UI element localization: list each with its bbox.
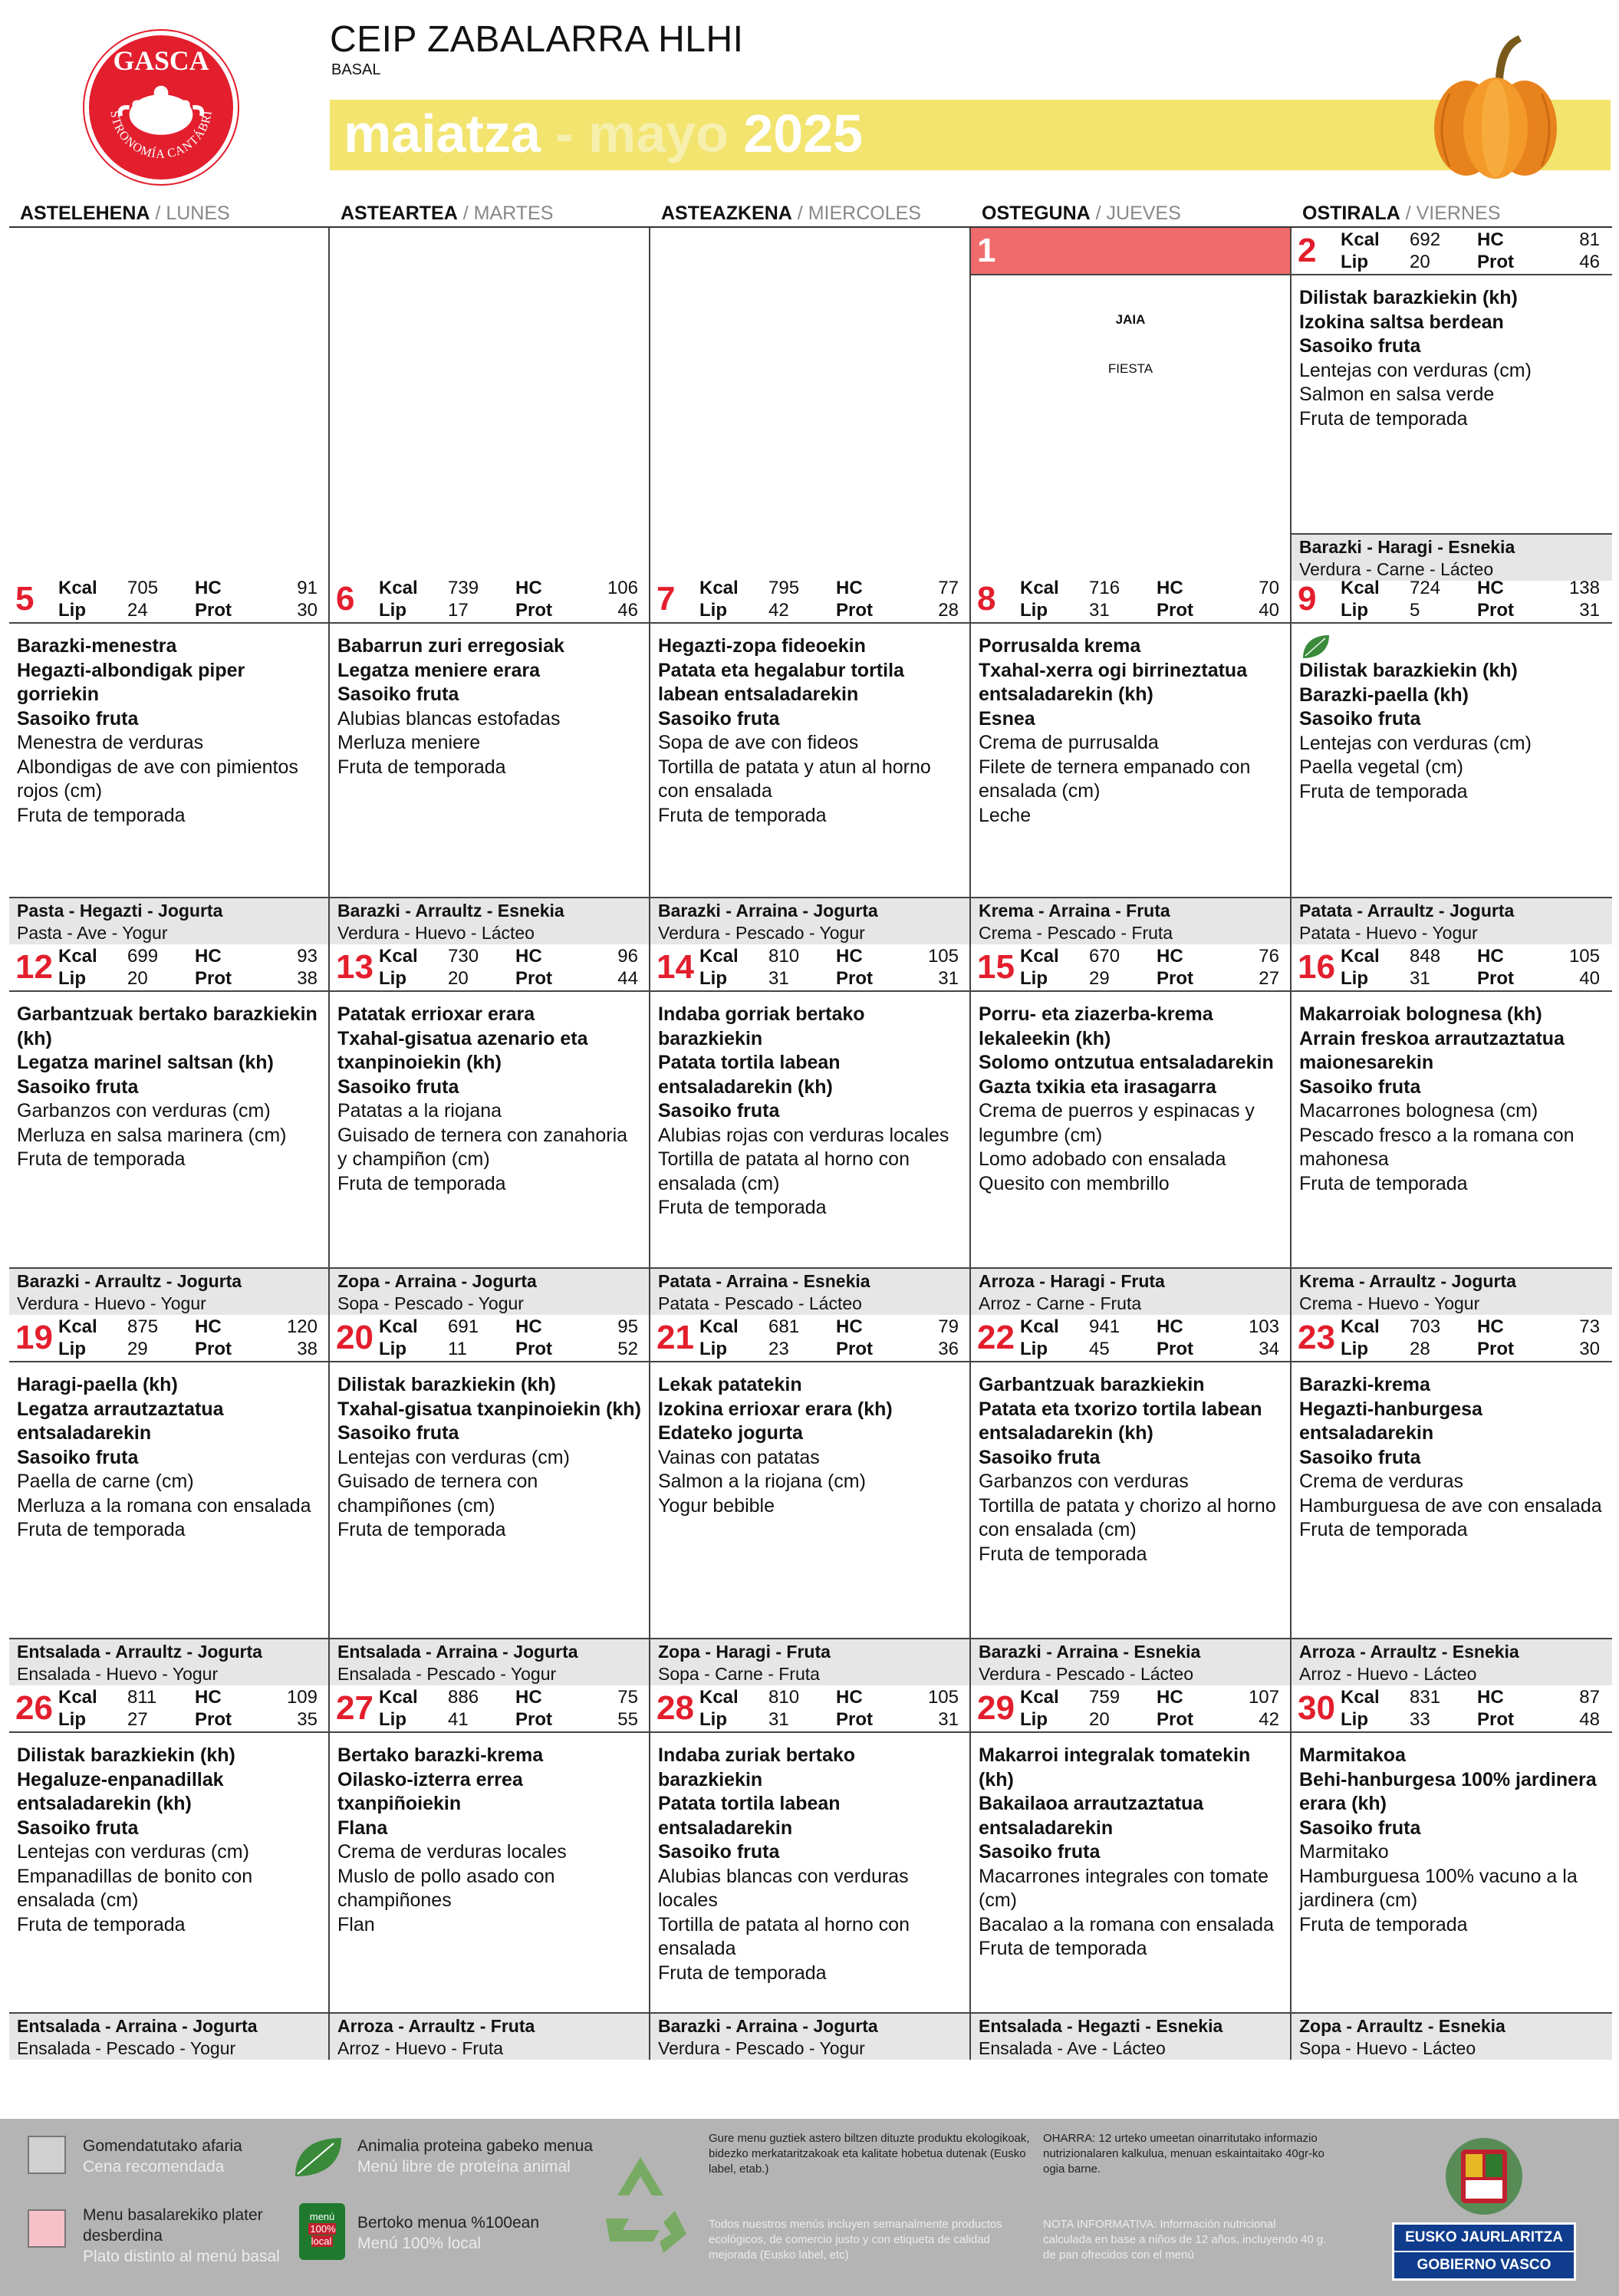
day-cell — [9, 944, 330, 1315]
day-header — [971, 944, 1290, 992]
day-cell-empty — [330, 228, 650, 581]
legend-local-menu: Bertoko menua %100ean Menú 100% local — [357, 2214, 539, 2252]
day-number: 29 — [977, 1689, 1015, 1727]
weekday-thursday: OSTEGUNA / JUEVES — [982, 203, 1181, 224]
dinner-recommendation: Patata - Arraultz - Jogurta Patata - Huevo - Yogur — [1292, 897, 1612, 944]
nutrition-info: Kcal 886 HC 75 Lip 41 Prot 55 — [379, 1687, 638, 1730]
leaf-icon — [1301, 633, 1331, 660]
dinner-recommendation: Entsalada - Arraina - Jogurta Ensalada - Pescado - Yogur — [330, 1638, 649, 1685]
nutrition-info: Kcal 875 HC 120 Lip 29 Prot 38 — [58, 1316, 318, 1359]
day-header — [9, 1685, 328, 1733]
day-cell — [971, 576, 1292, 944]
day-number: 20 — [336, 1319, 373, 1356]
day-cell — [650, 1685, 971, 2060]
day-header — [1292, 1685, 1612, 1733]
dinner-recommendation: Patata - Arraina - Esnekia Patata - Pescado - Lácteo — [650, 1267, 969, 1315]
day-cell — [9, 1315, 330, 1685]
day-header — [330, 1685, 649, 1733]
dinner-recommendation: Zopa - Arraultz - Esnekia Sopa - Huevo - Lácteo — [1292, 2012, 1612, 2060]
menu-text: Bertako barazki-krema Oilasko-izterra errea txanpiñoiekin Flana Crema de verduras locales Muslo de pollo asado con champiñones Flan — [337, 1744, 567, 1935]
day-cell-2 — [1292, 228, 1612, 581]
day-number: 26 — [15, 1689, 53, 1727]
day-cell — [971, 1685, 1292, 2060]
weekday-headers — [9, 203, 1612, 228]
day-header — [971, 576, 1290, 624]
month-gap — [729, 104, 743, 163]
weekday-friday: OSTIRALA / VIERNES — [1302, 203, 1501, 224]
dinner-recommendation: Arroza - Arraultz - Esnekia Arroz - Huevo - Lácteo — [1292, 1638, 1612, 1685]
legend-different-dish: Menu basalarekiko plater desberdina Plato distinto al menú basal — [83, 2206, 280, 2265]
day-number: 8 — [977, 580, 996, 618]
nutrition-info: Kcal 848 HC 105 Lip 31 Prot 40 — [1341, 946, 1600, 989]
day-cell — [1292, 1685, 1612, 2060]
day-header — [1292, 944, 1612, 992]
day-header — [1292, 1315, 1612, 1362]
holiday-header — [971, 228, 1290, 275]
pumpkin-icon — [1426, 32, 1565, 186]
dinner-recommendation: Barazki - Haragi - Esnekia Verdura - Carne - Lácteo — [1292, 533, 1612, 581]
different-dish-swatch — [28, 2209, 66, 2248]
dinner-recommendation: Krema - Arraultz - Jogurta Crema - Huevo - Yogur — [1292, 1267, 1612, 1315]
dinner-recommendation: Zopa - Haragi - Fruta Sopa - Carne - Fruta — [650, 1638, 969, 1685]
day-number: 12 — [15, 948, 53, 986]
day-cell — [650, 944, 971, 1315]
gasca-logo — [84, 31, 238, 184]
menu-text: Haragi-paella (kh) Legatza arrautzaztatua entsaladarekin Sasoiko fruta Paella de carne (cm) Merluza a la romana con ensalada Fruta de temporada — [17, 1374, 311, 1540]
day-cell — [650, 1315, 971, 1685]
day-cell — [330, 1315, 650, 1685]
day-number: 16 — [1298, 948, 1335, 986]
dinner-recommendation: Entsalada - Hegazti - Esnekia Ensalada - Ave - Lácteo — [971, 2012, 1290, 2060]
menu-text: Garbantzuak barazkiekin Patata eta txorizo tortila labean entsaladarekin (kh) Sasoiko fruta Garbanzos con verduras Tortilla de patata y chorizo al horno con ensalada (cm) Fruta de temporada — [979, 1374, 1276, 1565]
day-cell — [1292, 1315, 1612, 1685]
day-cell — [971, 944, 1292, 1315]
day-number: 1 — [977, 232, 996, 269]
nutrition-info: Kcal 759 HC 107 Lip 20 Prot 42 — [1020, 1687, 1279, 1730]
menu-text: Dilistak barazkiekin (kh) Hegaluze-enpanadillak entsaladarekin (kh) Sasoiko fruta Lentejas con verduras (cm) Empanadillas de bonito con ensalada (cm) Fruta de temporada — [17, 1744, 253, 1935]
nutrition-info: Kcal 811 HC 109 Lip 27 Prot 35 — [58, 1687, 318, 1730]
nutrition-info: Kcal 831 HC 87 Lip 33 Prot 48 — [1341, 1687, 1600, 1730]
day-number: 21 — [656, 1319, 694, 1356]
holiday-note-eu: JAIA — [1115, 312, 1146, 327]
recycle-icon — [591, 2149, 690, 2265]
day-number: 27 — [336, 1689, 373, 1727]
nutrition-info: Kcal 692 HC 81 Lip 20 Prot 46 — [1341, 229, 1600, 272]
coat-of-arms-icon — [1392, 2134, 1576, 2219]
day-header — [650, 1685, 969, 1733]
nutrition-info: Kcal 703 HC 73 Lip 28 Prot 30 — [1341, 1316, 1600, 1359]
day-cell — [9, 576, 330, 944]
dinner-recommendation: Entsalada - Arraina - Jogurta Ensalada - Pescado - Yogur — [9, 2012, 328, 2060]
menu-text: Makarroiak bolognesa (kh) Arrain freskoa arrautzaztatua maionesarekin Sasoiko fruta Macarrones bolognesa (cm) Pescado fresco a la romana con mahonesa Fruta de temporada — [1299, 1003, 1575, 1194]
day-cell — [650, 576, 971, 944]
nutrition-info: Kcal 691 HC 95 Lip 11 Prot 52 — [379, 1316, 638, 1359]
local-menu-badge: menú 100% local — [299, 2203, 345, 2260]
week-1 — [9, 228, 1612, 581]
menu-calendar — [9, 203, 1612, 581]
menu-text: Dilistak barazkiekin (kh) Barazki-paella (kh) Sasoiko fruta Lentejas con verduras (cm) Paella vegetal (cm) Fruta de temporada — [1299, 660, 1532, 802]
dinner-recommendation: Barazki - Arraultz - Jogurta Verdura - Huevo - Yogur — [9, 1267, 328, 1315]
day-number: 15 — [977, 948, 1015, 986]
note-nutrition-es: NOTA INFORMATIVA: Información nutricional calculada en base a niños de 12 años, incluyendo 40 g. de pan ofrecidos con el menú — [1043, 2218, 1327, 2261]
recommended-dinner-swatch — [28, 2136, 66, 2174]
day-number: 6 — [336, 580, 355, 618]
day-header — [9, 1315, 328, 1362]
day-header — [971, 1685, 1290, 1733]
info-eco-es: Todos nuestros menús incluyen semanalmente productos ecológicos, de comercio justo y con etiqueta de calidad mejorada (Eusko label, etc) — [709, 2218, 1002, 2261]
day-number: 2 — [1298, 232, 1317, 269]
menu-text: Marmitakoa Behi-hanburgesa 100% jardinera erara (kh) Sasoiko fruta Marmitako Hamburguesa 100% vacuno a la jardinera (cm) Fruta de temporada — [1299, 1744, 1597, 1935]
legend-no-animal-protein: Animalia proteina gabeko menua Menú libre de proteína animal — [357, 2137, 594, 2176]
day-header — [330, 944, 649, 992]
nutrition-info: Kcal 941 HC 103 Lip 45 Prot 34 — [1020, 1316, 1279, 1359]
menu-text: Indaba gorriak bertako barazkiekin Patata tortila labean entsaladarekin (kh) Sasoiko fruta Alubias rojas con verduras locales Tortilla de patata al horno con ensalada (cm) Fruta de temporada — [658, 1003, 949, 1218]
day-cell — [1292, 944, 1612, 1315]
day-header — [650, 576, 969, 624]
day-cell — [971, 1315, 1292, 1685]
nutrition-info: Kcal 810 HC 105 Lip 31 Prot 31 — [699, 946, 959, 989]
gov-name-box — [1392, 2222, 1576, 2281]
month-eu: maiatza — [344, 104, 541, 163]
gov-name-es: GOBIERNO VASCO — [1394, 2251, 1574, 2278]
nutrition-info: Kcal 739 HC 106 Lip 17 Prot 46 — [379, 578, 638, 621]
month-es: mayo — [588, 104, 729, 163]
day-cell-empty — [9, 228, 330, 581]
nutrition-info: Kcal 681 HC 79 Lip 23 Prot 36 — [699, 1316, 959, 1359]
nutrition-info: Kcal 795 HC 77 Lip 42 Prot 28 — [699, 578, 959, 621]
dinner-recommendation: Barazki - Arraina - Jogurta Verdura - Pescado - Yogur — [650, 897, 969, 944]
day-number: 7 — [656, 580, 676, 618]
weekday-monday: ASTELEHENA / LUNES — [20, 203, 230, 224]
note-nutrition-eu: OHARRA: 12 urteko umeetan oinarritutako informazio nutrizionalaren kalkulua, menuan eskaintaitako 40gr-ko ogia barne. — [1043, 2132, 1324, 2176]
day-number: 9 — [1298, 580, 1317, 618]
dinner-recommendation: Entsalada - Arraultz - Jogurta Ensalada - Huevo - Yogur — [9, 1638, 328, 1685]
menu-text: Dilistak barazkiekin (kh) Izokina saltsa berdean Sasoiko fruta Lentejas con verduras (cm) Salmon en salsa verde Fruta de temporada — [1299, 287, 1532, 430]
nutrition-info: Kcal 705 HC 91 Lip 24 Prot 30 — [58, 578, 318, 621]
day-header — [650, 944, 969, 992]
gasca-logo-graphic — [89, 35, 233, 180]
basque-government-logo — [1392, 2134, 1576, 2280]
menu-text: Barazki-krema Hegazti-hanburgesa entsaladarekin Sasoiko fruta Crema de verduras Hamburguesa de ave con ensalada Fruta de temporada — [1299, 1374, 1602, 1540]
day-number: 19 — [15, 1319, 53, 1356]
leaf-icon — [291, 2134, 345, 2180]
month-title — [344, 103, 863, 164]
day-cell — [330, 944, 650, 1315]
day-header — [650, 1315, 969, 1362]
menu-type: BASAL — [331, 61, 381, 78]
day-number: 30 — [1298, 1689, 1335, 1727]
day-header — [330, 1315, 649, 1362]
dinner-recommendation: Arroza - Haragi - Fruta Arroz - Carne - Fruta — [971, 1267, 1290, 1315]
day-cell — [330, 576, 650, 944]
month-sep: - — [540, 104, 589, 163]
nutrition-info: Kcal 730 HC 96 Lip 20 Prot 44 — [379, 946, 638, 989]
day-number: 14 — [656, 948, 694, 986]
week-2 — [9, 576, 1612, 944]
menu-text: Porru- eta ziazerba-krema lekaleekin (kh) Solomo ontzutua entsaladarekin Gazta txikia eta irasagarra Crema de puerros y espinacas y legumbre (cm) Lomo adobado con ensalada Quesito con membrillo — [979, 1003, 1274, 1194]
legend-recommended: Gomendatutako afaria Cena recomendada — [83, 2137, 242, 2176]
day-header — [1292, 228, 1612, 275]
day-cell — [9, 1685, 330, 2060]
day-cell — [330, 1685, 650, 2060]
info-eco-eu: Gure menu guztiek astero biltzen dituzte produktu ekologikoak, bidezko merkataritzakoak eta kalitate hobetua dutenak (Eusko label, etab.) — [709, 2132, 1030, 2176]
school-name: CEIP ZABALARRA HLHI — [330, 19, 744, 60]
logo-name: GASCA — [113, 45, 209, 77]
day-header — [971, 1315, 1290, 1362]
dinner-recommendation: Barazki - Arraina - Jogurta Verdura - Pescado - Yogur — [650, 2012, 969, 2060]
nutrition-info: Kcal 716 HC 70 Lip 31 Prot 40 — [1020, 578, 1279, 621]
day-number: 22 — [977, 1319, 1015, 1356]
day-cell-1 — [971, 228, 1292, 581]
day-number: 28 — [656, 1689, 694, 1727]
day-number: 23 — [1298, 1319, 1335, 1356]
day-number: 13 — [336, 948, 373, 986]
day-cell — [1292, 576, 1612, 944]
nutrition-info: Kcal 699 HC 93 Lip 20 Prot 38 — [58, 946, 318, 989]
nutrition-info: Kcal 810 HC 105 Lip 31 Prot 31 — [699, 1687, 959, 1730]
year: 2025 — [743, 104, 864, 163]
menu-text: Porrusalda krema Txahal-xerra ogi birrineztatua entsaladarekin (kh) Esnea Crema de purrusalda Filete de ternera empanado con ensalada (cm) Leche — [979, 635, 1251, 826]
legend-footer — [0, 2119, 1619, 2296]
dinner-recommendation: Krema - Arraina - Fruta Crema - Pescado - Fruta — [971, 897, 1290, 944]
menu-text: Makarroi integralak tomatekin (kh) Bakailaoa arrautzaztatua entsaladarekin Sasoiko fruta Macarrones integrales con tomate (cm) Bacalao a la romana con ensalada Fruta de temporada — [979, 1744, 1274, 1959]
menu-text: Patatak errioxar erara Txahal-gisatua azenario eta txanpinoiekin (kh) Sasoiko fruta Patatas a la riojana Guisado de ternera con zanahoria y champiñon (cm) Fruta de temporada — [337, 1003, 628, 1194]
week-5 — [9, 1685, 1612, 2060]
day-header — [9, 576, 328, 624]
nutrition-info: Kcal 670 HC 76 Lip 29 Prot 27 — [1020, 946, 1279, 989]
menu-text: Garbantzuak bertako barazkiekin (kh) Legatza marinel saltsan (kh) Sasoiko fruta Garbanzos con verduras (cm) Merluza en salsa marinera (cm) Fruta de temporada — [17, 1003, 318, 1170]
dinner-recommendation: Zopa - Arraina - Jogurta Sopa - Pescado - Yogur — [330, 1267, 649, 1315]
dinner-recommendation: Arroza - Arraultz - Fruta Arroz - Huevo - Fruta — [330, 2012, 649, 2060]
dinner-recommendation: Pasta - Hegazti - Jogurta Pasta - Ave - Yogur — [9, 897, 328, 944]
menu-text: Hegazti-zopa fideoekin Patata eta hegalabur tortila labean entsaladarekin Sasoiko fruta Sopa de ave con fideos Tortilla de patata y atun al horno con ensalada Fruta de temporada — [658, 635, 931, 826]
day-header — [330, 576, 649, 624]
weekday-tuesday: ASTEARTEA / MARTES — [341, 203, 554, 224]
dinner-recommendation: Barazki - Arraina - Esnekia Verdura - Pescado - Lácteo — [971, 1638, 1290, 1685]
day-cell-empty — [650, 228, 971, 581]
nutrition-info: Kcal 724 HC 138 Lip 5 Prot 31 — [1341, 578, 1600, 621]
weekday-wednesday: ASTEAZKENA / MIERCOLES — [661, 203, 921, 224]
menu-text: Lekak patatekin Izokina errioxar erara (kh) Edateko jogurta Vainas con patatas Salmon a la riojana (cm) Yogur bebible — [658, 1374, 893, 1517]
holiday-note-es: FIESTA — [1107, 361, 1153, 376]
day-header — [1292, 576, 1612, 624]
day-number: 5 — [15, 580, 35, 618]
logo-subtitle: STRONOMÍA CANTÁBRI — [107, 109, 215, 161]
menu-weeks — [9, 576, 1612, 2060]
gov-name-eu: EUSKO JAURLARITZA — [1405, 2229, 1563, 2245]
day-header — [9, 944, 328, 992]
week-4 — [9, 1315, 1612, 1685]
week-3 — [9, 944, 1612, 1315]
menu-text: Indaba zuriak bertako barazkiekin Patata tortila labean entsaladarekin Sasoiko fruta Alubias blancas con verduras locales Tortilla de patata al horno con ensalada Fruta de temporada — [658, 1744, 910, 1984]
menu-text: Barazki-menestra Hegazti-albondigak piper gorriekin Sasoiko fruta Menestra de verduras Albondigas de ave con pimientos rojos (cm) Fruta de temporada — [17, 635, 298, 826]
menu-text: Dilistak barazkiekin (kh) Txahal-gisatua txanpinoiekin (kh) Sasoiko fruta Lentejas con verduras (cm) Guisado de ternera con champiñones (cm) Fruta de temporada — [337, 1374, 641, 1540]
dinner-recommendation: Barazki - Arraultz - Esnekia Verdura - Huevo - Lácteo — [330, 897, 649, 944]
menu-text: Babarrun zuri erregosiak Legatza meniere erara Sasoiko fruta Alubias blancas estofadas Merluza meniere Fruta de temporada — [337, 635, 564, 778]
